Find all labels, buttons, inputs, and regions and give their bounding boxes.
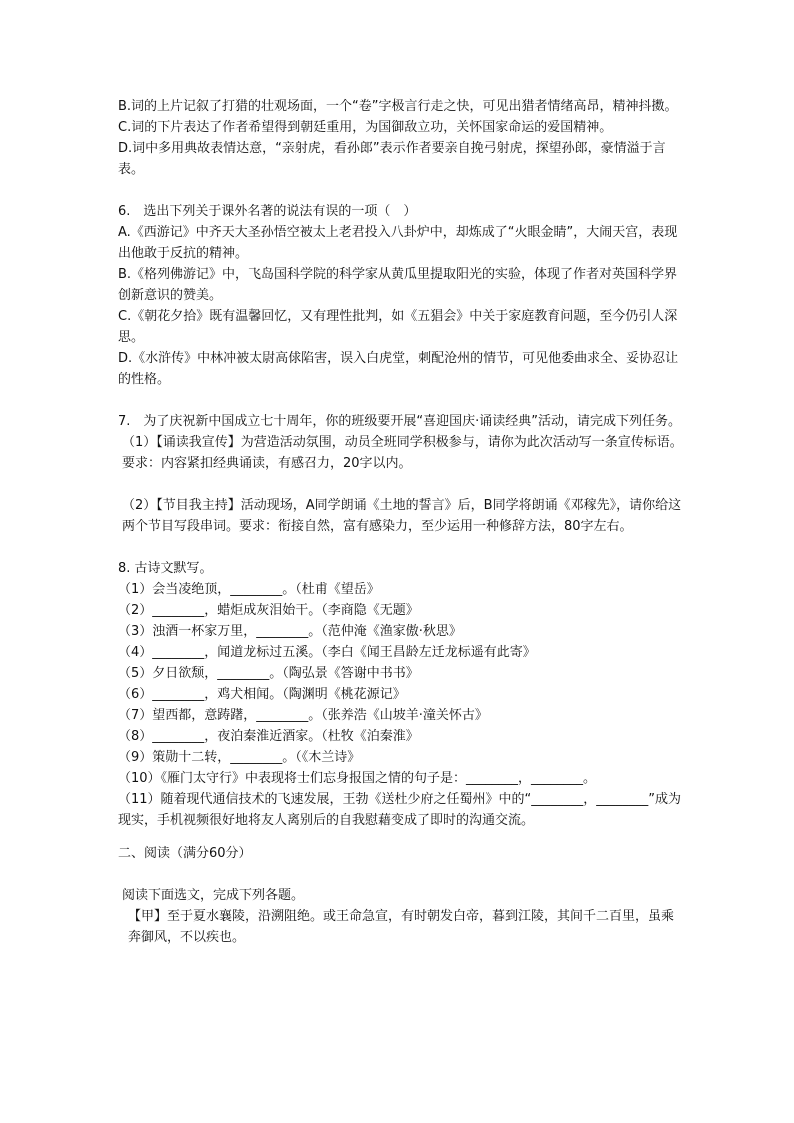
- q8-item-11: （11）随着现代通信技术的飞速发展，王勃《送杜少府之任蜀州》中的“________，________”成为现实，手机视频很好地将友人离别后的自我慰藉变成了即时的沟通交流。: [118, 792, 682, 828]
- spacer: [118, 390, 683, 411]
- exam-page: [118, 96, 683, 948]
- q8-item-6: （6）________，鸡犬相闻。（陶渊明《桃花源记》: [118, 687, 406, 702]
- section-2-title: 二、阅读（满分60分）: [118, 846, 252, 861]
- q6-option-b: B.《格列佛游记》中，飞岛国科学院的科学家从黄瓜里提取阳光的实验，体现了作者对英国科学界创新意识的赞美。: [118, 267, 678, 303]
- spacer: [118, 180, 683, 201]
- answer-space-2: [118, 537, 683, 558]
- section-2-intro: 阅读下面选文，完成下列各题。: [122, 888, 305, 903]
- q6-option-c: C.《朝花夕拾》既有温馨回忆，又有理性批判，如《五猖会》中关于家庭教育问题，至今仍引人深思。: [118, 309, 678, 345]
- q6-stem: 6. 选出下列关于课外名著的说法有误的一项（ ）: [118, 204, 417, 219]
- q8-item-1: （1）会当凌绝顶，________。（杜甫《望岳》: [118, 582, 380, 597]
- q8-item-5: （5）夕日欲颓，________。（陶弘景《答谢中书书》: [118, 666, 419, 681]
- q8-item-4: （4）________，闻道龙标过五溪。（李白《闻王昌龄左迁龙标遥有此寄》: [118, 645, 536, 660]
- q5-option-d: D.词中多用典故表情达意，“亲射虎，看孙郎”表示作者要亲自挽弓射虎，探望孙郎，豪情溢于言表。: [118, 141, 666, 177]
- q8-item-3: （3）浊酒一杯家万里，________。（范仲淹《渔家傲·秋思》: [118, 624, 462, 639]
- spacer: [118, 864, 683, 885]
- answer-space-1: [118, 474, 683, 495]
- q8-item-9: （9）策勋十二转，________。（《木兰诗》: [118, 750, 361, 765]
- q6-option-d: D.《水浒传》中林冲被太尉高俅陷害，误入白虎堂，刺配沧州的情节，可见他委曲求全、妥协忍让的性格。: [118, 351, 679, 387]
- q8-item-2: （2）________，蜡炬成灰泪始干。（李商隐《无题》: [118, 603, 419, 618]
- spacer: [118, 831, 683, 843]
- q8-item-8: （8）________，夜泊秦淮近酒家。（杜牧《泊秦淮》: [118, 729, 419, 744]
- q8-stem: 8. 古诗文默写。: [118, 561, 213, 576]
- q5-option-c: C.词的下片表达了作者希望得到朝廷重用，为国御敌立功，关怀国家命运的爱国精神。: [118, 120, 613, 135]
- q8-item-7: （7）望西都，意踌躇，________。（张养浩《山坡羊·潼关怀古》: [118, 708, 488, 723]
- q6-option-a: A.《西游记》中齐天大圣孙悟空被太上老君投入八卦炉中，却炼成了“火眼金睛”，大闹天宫，表现出他敢于反抗的精神。: [118, 225, 678, 261]
- q8-item-10: （10）《雁门太守行》中表现将士们忘身报国之情的句子是：________，________。: [118, 771, 597, 786]
- passage-a: 【甲】至于夏水襄陵，沿溯阻绝。或王命急宣，有时朝发白帝，暮到江陵，其间千二百里，虽乘奔御风，不以疾也。: [128, 909, 675, 945]
- q7-stem: 7. 为了庆祝新中国成立七十周年，你的班级要开展“喜迎国庆·诵读经典”活动，请完成下列任务。: [118, 414, 682, 429]
- q7-task-2: （2）【节目我主持】活动现场，A同学朗诵《土地的誓言》后，B同学将朗诵《邓稼先》，请你给这两个节目写段串词。要求：衔接自然，富有感染力，至少运用一种修辞方法，80字左右。: [122, 498, 682, 534]
- q7-task-1: （1）【诵读我宣传】为营造活动氛围，动员全班同学积极参与，请你为此次活动写一条宣传标语。要求：内容紧扣经典诵读，有感召力，20字以内。: [122, 435, 683, 471]
- q5-option-b: B.词的上片记叙了打猎的壮观场面，一个“卷”字极言行走之快，可见出猎者情绪高昂，精神抖擞。: [118, 99, 678, 114]
